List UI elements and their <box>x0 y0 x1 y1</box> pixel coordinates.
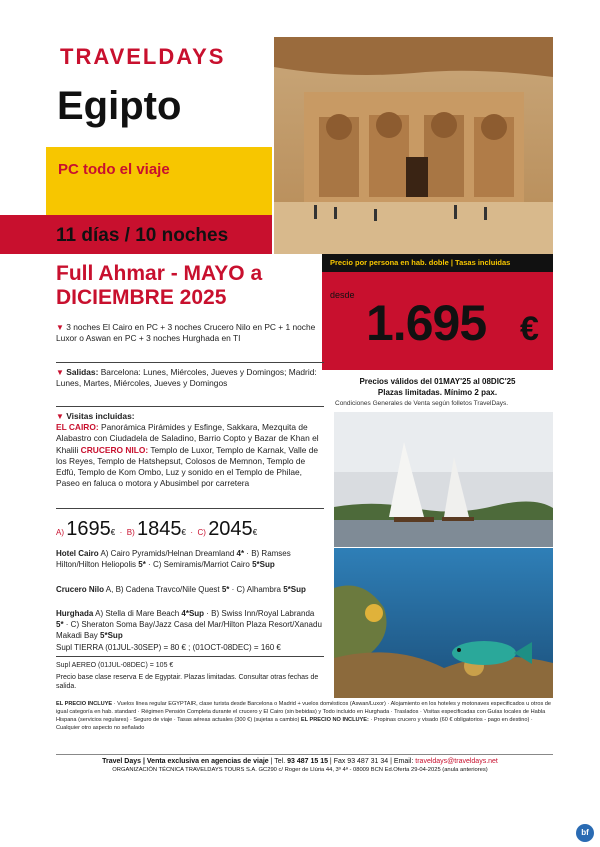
price-desde: desde <box>330 290 355 300</box>
price-currency: € <box>520 310 539 348</box>
option-b-price: 1845 <box>136 518 182 540</box>
felucca-photo <box>334 412 553 547</box>
footer-email-link[interactable]: traveldays@traveldays.net <box>415 758 498 765</box>
footer-divider <box>56 754 553 755</box>
board-box <box>46 147 272 215</box>
red-sea-reef-photo <box>334 548 553 698</box>
hotel-crucero: Crucero Nilo A, B) Cadena Travco/Nile Quest 5* · C) Alhambra 5*Sup <box>56 585 306 594</box>
visitas: ▼ Visitas incluidas: EL CAIRO: Panorámica Pirámides y Esfinge, Sakkara, Mezquita de Alabastro con Ciudadela de Saladino, Barrio Copto y Bazar de Khan el Khalili CRUCERO NILO: Templo de Luxor, Templo de Karnak, Valle de los Reyes, Templo de Hatshepsut, Colosos de Memnon, Templo de Edfú, Templo de Kom Ombo, Luz y sonido en el Templo de Philae, Paseo en faluca o motora y Abusimbel por carretera <box>56 411 319 489</box>
salidas: ▼ Salidas: Barcelona: Lunes, Miércoles, Jueves y Domingos; Madrid: Lunes, Martes, Miércoles, Jueves y Domingos <box>56 367 317 389</box>
divider <box>56 656 324 657</box>
option-prices: A) 1695€ · B) 1845€ · C) 2045€ <box>56 518 258 540</box>
option-c-price: 2045 <box>208 518 253 540</box>
supl-aereo: Supl AEREO (01JUL-08DEC) = 105 € <box>56 662 174 669</box>
hotel-hurghada: Hurghada A) Stella di Mare Beach 4*Sup · B) Swiss Inn/Royal Labranda 5* · C) Sheraton Soma Bay/Jazz Casa del Mar/Hilton Plaza Resort/Xanadu Makadi Bay 5*Sup <box>56 609 322 640</box>
divider <box>56 406 324 407</box>
duration-band <box>0 215 272 254</box>
price-amount: 1.695 <box>366 295 487 351</box>
supl-tierra: Supl TIERRA (01JUL-30SEP) = 80 € ; (01OCT-08DEC) = 160 € <box>56 643 281 652</box>
hotel-cairo: Hotel Cairo A) Cairo Pyramids/Helnan Dreamland 4* · B) Ramses Hilton/Hilton Heliopolis 5* · C) Semiramis/Marriot Cairo 5*Sup <box>56 549 291 569</box>
conditions-note: Condiciones Generales de Venta según folletos TravelDays. <box>335 400 509 407</box>
bf-badge: bf <box>576 824 594 842</box>
bullet-triangle-icon: ▼ <box>56 412 64 421</box>
footer-contact: Travel Days | Venta exclusiva en agencias de viaje | Tel. 93 487 15 15 | Fax 93 487 31 34 | Email: traveldays@traveldays.net <box>102 758 498 765</box>
precio-base: Precio base clase reserva E de Egyptair. Plazas limitadas. Consultar otras fechas de salida. <box>56 674 319 690</box>
fine-print: EL PRECIO INCLUYE · Vuelos línea regular EGYPTAIR, clase turista desde Barcelona o Madrid + vuelos domésticos (Aswan/Luxor) · Alojamiento en los hoteles y motonaves especificados u otros de igual categoría en hab. standard · Régimen Pensión Completa durante el crucero y El Cairo (sin bebidas) y Todo incluido en Hurghada · Traslados · Visitas especificadas con Guías locales de Habla Hispana (servicios regulares) · Seguro de viaje · Tasas aéreas actuales (300 €) (sujetas a cambio) EL PRECIO NO INCLUYE: · Propinas crucero y visado (60 € obligatorios - pago en destino) · Cualquier otro aspecto no señalado <box>56 701 552 731</box>
duration-label: 11 días / 10 noches <box>56 225 229 246</box>
bullet-triangle-icon: ▼ <box>56 323 64 332</box>
price-header: Precio por persona en hab. doble | Tasas incluidas <box>322 254 553 272</box>
footer-organization: ORGANIZACIÓN TÉCNICA TRAVELDAYS TOURS S.A. GC290 c/ Roger de Llúria 44, 3º 4ª - 08009 BCN Ed.Oferta 29-04-2025 (anula anteriores) <box>112 767 488 773</box>
price-box <box>322 272 553 370</box>
abu-simbel-photo <box>274 37 553 254</box>
bullet-triangle-icon: ▼ <box>56 368 64 377</box>
validity: Precios válidos del 01MAY'25 al 08DIC'25 Plazas limitadas. Mínimo 2 pax. <box>359 377 516 397</box>
destination-title: Egipto <box>57 84 182 128</box>
divider <box>56 362 324 363</box>
option-a-price: 1695 <box>66 518 111 540</box>
divider <box>56 508 324 509</box>
board-label: PC todo el viaje <box>58 161 170 178</box>
traveldays-logo: TRAVELDAYS <box>60 44 226 69</box>
offer-title: Full Ahmar - MAYO a DICIEMBRE 2025 <box>56 262 263 309</box>
itinerary: ▼ 3 noches El Cairo en PC + 3 noches Crucero Nilo en PC + 1 noche Luxor o Aswan en PC + 3 noches Hurghada en TI <box>56 322 316 344</box>
